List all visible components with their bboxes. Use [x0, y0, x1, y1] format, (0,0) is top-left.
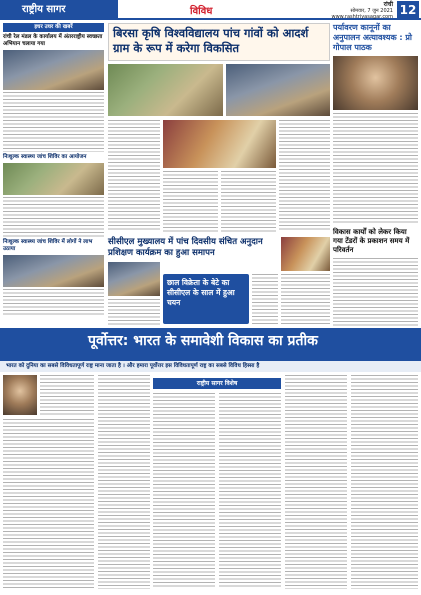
right-headline: पर्यावरण कानूनों का अनुपालन अत्यावश्यक : प्रो गोपाल पाठक	[333, 23, 412, 52]
right-column	[333, 23, 418, 325]
right-story2-body	[333, 258, 418, 328]
right-story2-headline: विकास कार्यों को लेकर किया गया टेंडरों के प्रकाशन समय में परिवर्तन	[333, 228, 410, 254]
feature-banner	[0, 328, 421, 361]
lead-photo-3	[163, 120, 276, 168]
left-column	[3, 23, 104, 325]
bottom-body-col5	[285, 375, 347, 589]
lead-headline-box	[108, 23, 330, 61]
left-story3-photo	[3, 255, 104, 287]
banner-subtitle: भारत को दुनिया का सबसे विविधतापूर्ण राष्ट्र माना जाता है । और हमारा पूर्वोत्तर इस विविधतापूर्ण राष्ट्र का सबसे विविध हिस्सा है	[0, 361, 421, 372]
city-label: रांची	[383, 1, 393, 8]
lead-headline: बिरसा कृषि विश्वविद्यालय पांच गांवों को आदर्श ग्राम के रूप में करेगा विकसित	[113, 26, 309, 55]
website-label: www.rashtriyasagar.com	[331, 14, 393, 20]
second-story-body-2	[281, 274, 330, 325]
second-story-photo-2	[281, 237, 330, 271]
bottom-body-col6	[351, 375, 418, 589]
right-photo	[333, 56, 418, 110]
left-story2-body	[3, 197, 104, 237]
left-story1-title: रांची रेल मंडल के कार्यालय में अंतरराष्ट्रीय स्वच्छता अभियान चलाया गया	[3, 34, 103, 47]
bottom-body-col1	[3, 419, 94, 589]
bottom-feature	[3, 375, 418, 592]
bottom-body-col3	[153, 393, 215, 589]
left-story3-title: निःशुल्क स्वास्थ्य जांच शिविर में लोगों ने लाभ उठाया	[3, 239, 93, 252]
second-story-body-1	[108, 299, 160, 325]
lead-body-col4	[279, 120, 330, 232]
banner-title: पूर्वोत्तर: भारत के समावेशी विकास का प्रतीक	[88, 333, 318, 349]
left-story2-photo	[3, 163, 104, 195]
left-story1-body	[3, 92, 104, 152]
left-section-label: इधर उधर की खबरें	[3, 23, 104, 32]
masthead	[0, 0, 421, 20]
page-number: 12	[397, 1, 419, 19]
author-photo	[3, 375, 37, 415]
left-story3-body	[3, 289, 104, 317]
left-story1-photo	[3, 50, 104, 90]
lead-photo-1	[108, 64, 223, 116]
bottom-body-intro	[40, 375, 94, 415]
masthead-info	[301, 2, 393, 20]
lead-body-col1	[108, 120, 160, 232]
callout-box	[163, 274, 249, 324]
lead-body-col3	[221, 171, 276, 232]
right-body	[333, 113, 418, 225]
bottom-body-col2	[98, 375, 150, 589]
second-story-photo	[108, 262, 160, 296]
bottom-body-col4	[219, 393, 281, 589]
lead-photo-2	[226, 64, 330, 116]
special-label: राष्ट्रीय सागर विशेष	[153, 378, 281, 389]
callout-text: छाल विक्रेता के बेटे का सीसीएल के साल में हुआ चयन	[167, 278, 235, 307]
left-story2-title: निःशुल्क स्वास्थ्य जांच शिविर का आयोजन	[3, 154, 87, 160]
section-title: विविध	[190, 6, 213, 17]
date-label: सोमवार, 7 जुन 2021	[350, 8, 393, 14]
lead-body-col2	[163, 171, 218, 232]
second-story-headline: सीसीएल मुख्यालय में पांच दिवसीय संचित अनुदान प्रशिक्षण कार्यक्रम का हुआ समापन	[108, 237, 263, 258]
paper-name: राष्ट्रीय सागर	[0, 0, 118, 20]
second-story-body-3	[252, 274, 278, 325]
